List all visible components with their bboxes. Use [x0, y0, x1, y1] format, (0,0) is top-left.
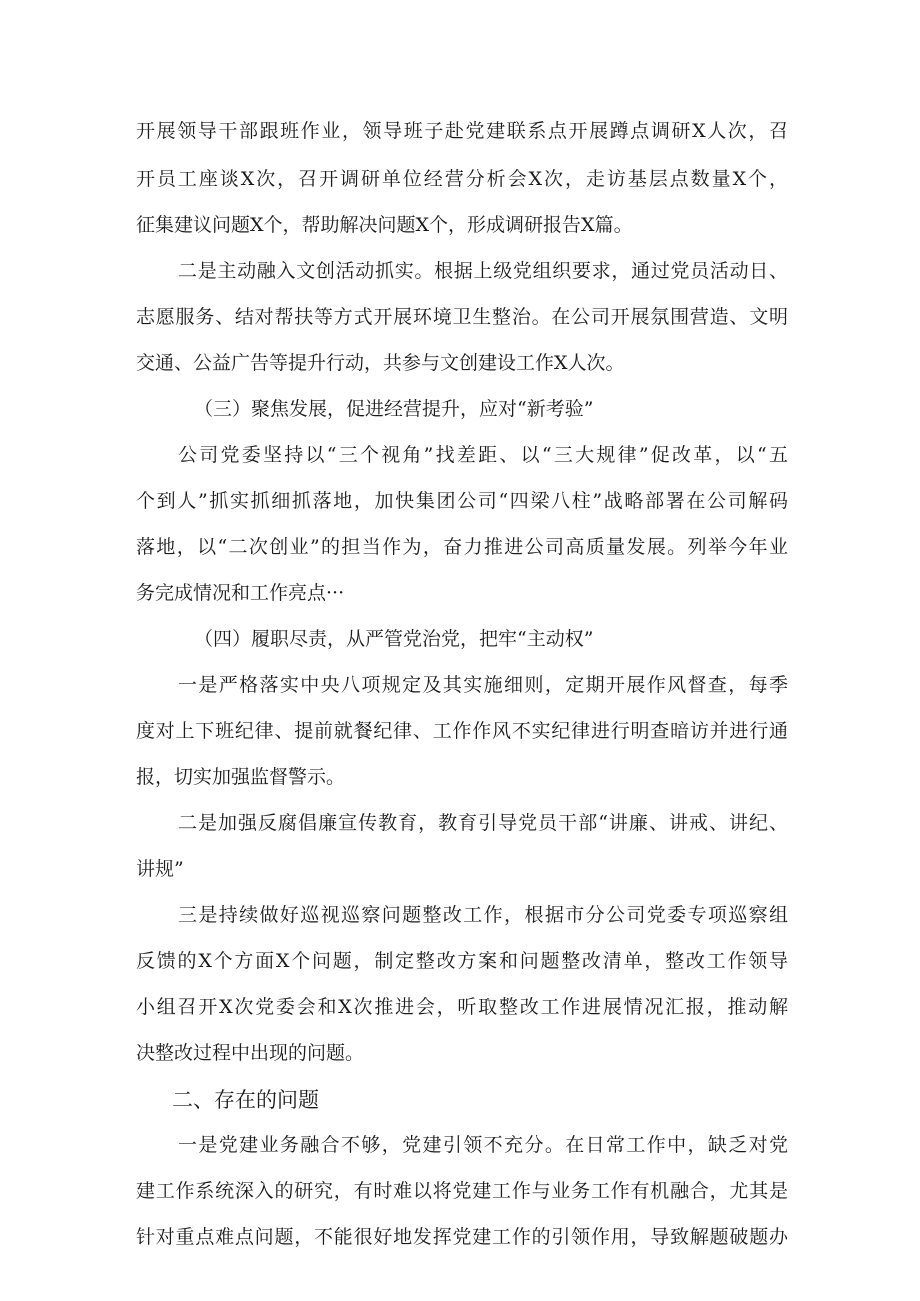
paragraph-line: 征集建议问题X个，帮助解决问题X个，形成调研报告X篇。: [136, 214, 633, 236]
paragraph-line: 务完成情况和工作亮点···: [136, 582, 345, 604]
paragraph-line: 讲规”: [136, 858, 184, 880]
paragraph-line: 决整改过程中出现的问题。: [136, 1042, 365, 1064]
paragraph-line: 小组召开X次党委会和X次推进会，听取整改工作进展情况汇报，推动解: [136, 996, 788, 1018]
paragraph-line: 报，切实加强监督警示。: [136, 766, 346, 788]
paragraph-line: 反馈的X个方面X个问题，制定整改方案和问题整改清单，整改工作领导: [136, 950, 788, 972]
paragraph-line: 个到人”抓实抓细抓落地，加快集团公司“四梁八柱”战略部署在公司解码: [136, 490, 788, 512]
paragraph-line: 三是持续做好巡视巡察问题整改工作，根据市分公司党委专项巡察组: [178, 904, 788, 926]
section-heading: 二、存在的问题: [172, 1088, 319, 1112]
paragraph-line: 针对重点难点问题，不能很好地发挥党建工作的引领作用，导致解题破题办: [136, 1226, 788, 1248]
paragraph-line: 开员工座谈X次，召开调研单位经营分析会X次，走访基层点数量X个，: [136, 168, 788, 190]
paragraph-line: 落地，以“二次创业”的担当作为，奋力推进公司高质量发展。列举今年业: [136, 536, 788, 558]
paragraph-line: 公司党委坚持以“三个视角”找差距、以“三大规律”促改革，以“五: [178, 444, 788, 466]
paragraph-line: 一是严格落实中央八项规定及其实施细则，定期开展作风督查，每季: [178, 674, 788, 696]
paragraph-line: 二是加强反腐倡廉宣传教育，教育引导党员干部“讲廉、讲戒、讲纪、: [178, 812, 788, 834]
paragraph-line: 度对上下班纪律、提前就餐纪律、工作作风不实纪律进行明查暗访并进行通: [136, 720, 788, 742]
paragraph-line: 开展领导干部跟班作业，领导班子赴党建联系点开展蹲点调研X人次，召: [136, 120, 788, 142]
subsection-heading: （四）履职尽责，从严管党治党，把牢“主动权”: [194, 628, 594, 650]
paragraph-line: 二是主动融入文创活动抓实。根据上级党组织要求，通过党员活动日、: [178, 260, 788, 282]
subsection-heading: （三）聚焦发展，促进经营提升，应对“新考验”: [194, 398, 594, 420]
paragraph-line: 交通、公益广告等提升行动，共参与文创建设工作X人次。: [136, 352, 625, 374]
paragraph-line: 建工作系统深入的研究，有时难以将党建工作与业务工作有机融合，尤其是: [136, 1180, 788, 1202]
paragraph-line: 志愿服务、结对帮扶等方式开展环境卫生整治。在公司开展氛围营造、文明: [136, 306, 788, 328]
paragraph-line: 一是党建业务融合不够，党建引领不充分。在日常工作中，缺乏对党: [178, 1134, 788, 1156]
